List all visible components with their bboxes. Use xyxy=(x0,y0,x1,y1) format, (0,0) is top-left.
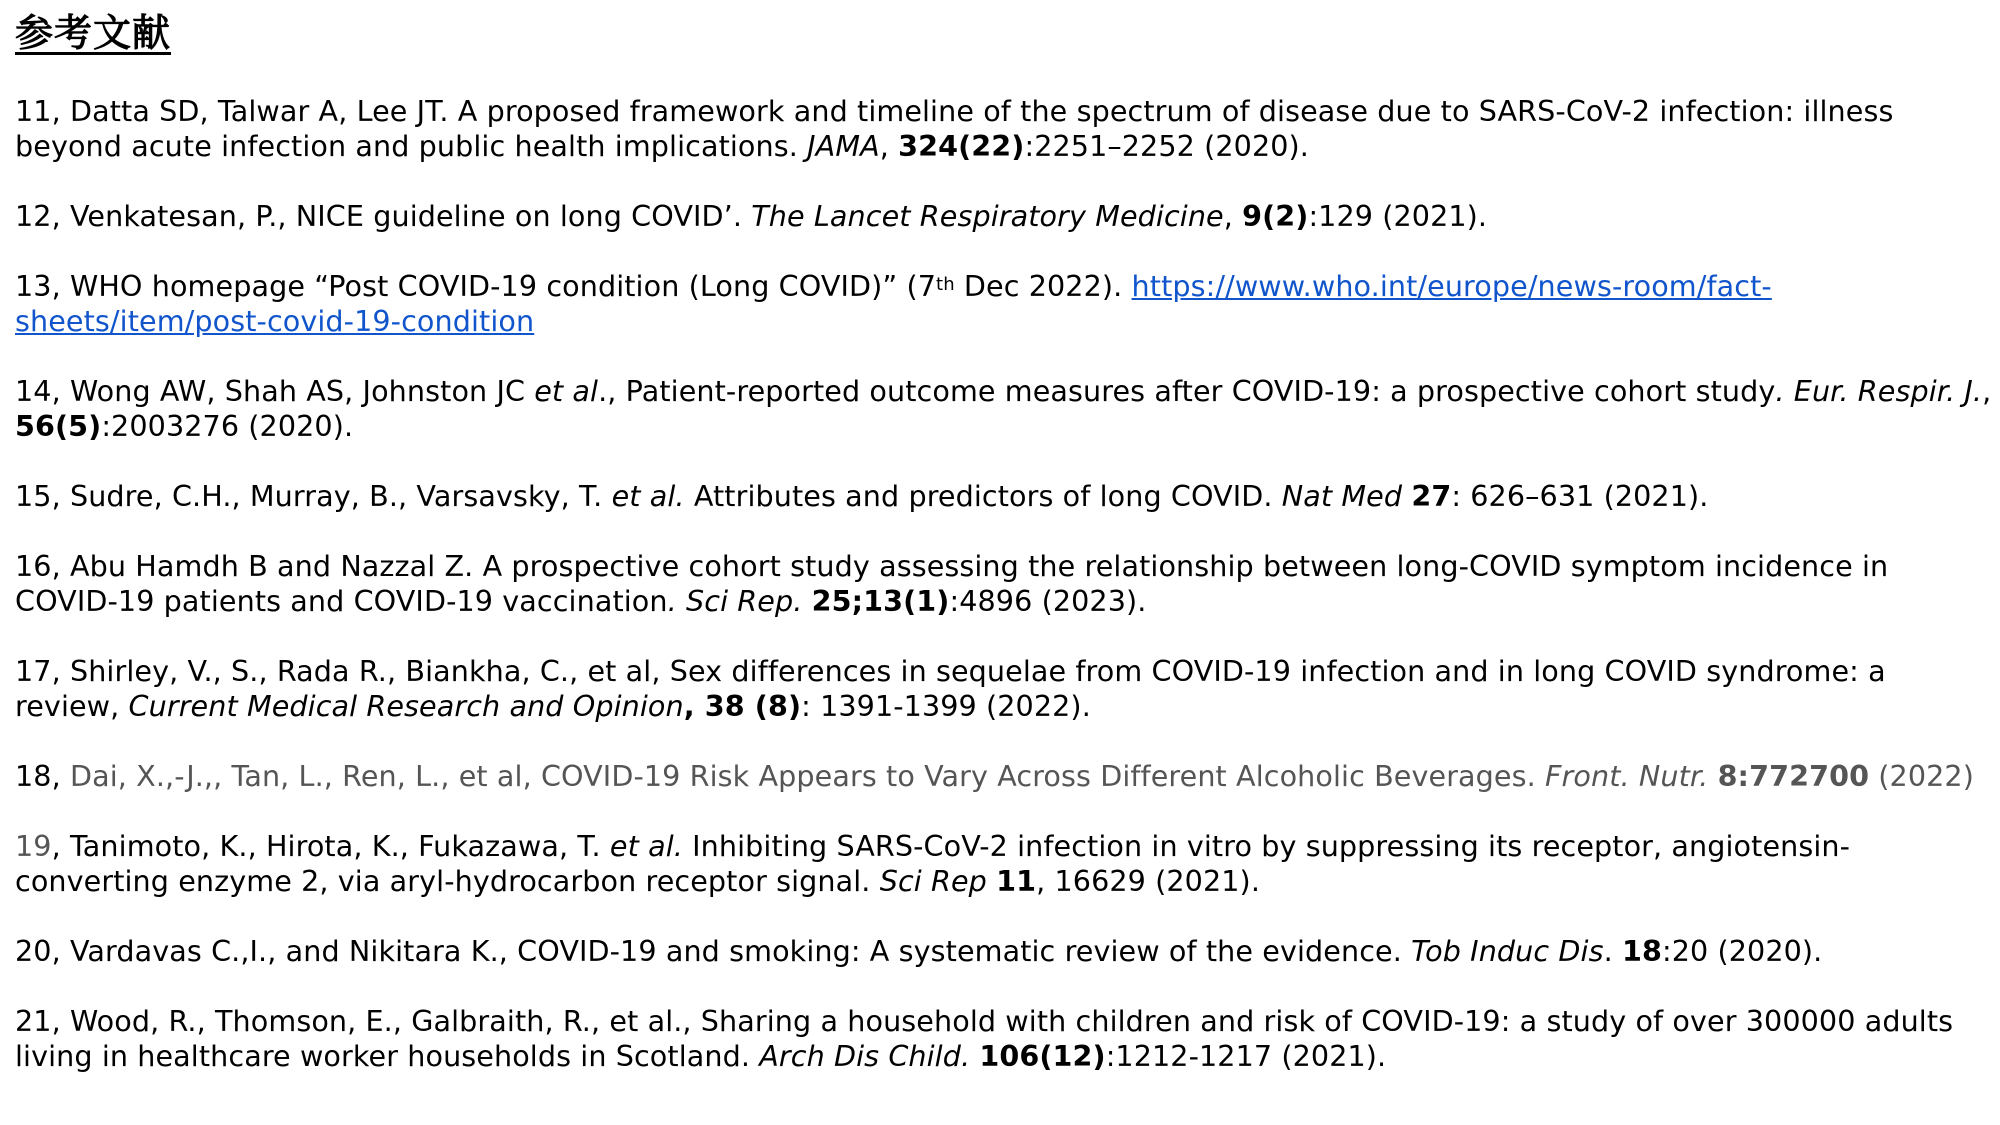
reference-text-segment: 11, Datta SD, Talwar A, Lee JT. A proposed framework and timeline of the spectrum of disease due to SARS-CoV-2 infection: illness beyond acute infection and public health implications. xyxy=(15,94,1894,163)
reference-text-segment: JAMA xyxy=(807,129,880,163)
reference-item-21 xyxy=(15,1004,1995,1074)
reference-text-segment: 18 xyxy=(1621,934,1662,968)
reference-text-segment: :20 (2020). xyxy=(1661,934,1823,968)
reference-text-segment: :2251–2252 (2020). xyxy=(1024,129,1309,163)
reference-text-segment: et al. xyxy=(611,479,685,513)
reference-text-segment: 15, Sudre, C.H., Murray, B., Varsavsky, T. xyxy=(15,479,612,513)
reference-text-segment: 106(12) xyxy=(979,1039,1106,1073)
reference-text-segment: :129 (2021). xyxy=(1308,199,1488,233)
reference-link[interactable]: https://www.who.int/europe/news-room/fact-sheets/item/post-covid-19-condition xyxy=(15,269,1772,338)
reference-text-segment: , 16629 (2021). xyxy=(1036,864,1261,898)
reference-text-segment: : 1391-1399 (2022). xyxy=(801,689,1091,723)
reference-text-segment: Nat Med xyxy=(1281,479,1403,513)
reference-text-segment: : 626–631 (2021). xyxy=(1451,479,1709,513)
reference-text-segment: , xyxy=(879,129,899,163)
document-page xyxy=(15,0,1995,1109)
reference-text-segment: 324(22) xyxy=(898,129,1025,163)
reference-text-segment: Inhibiting SARS-CoV-2 infection in vitro by suppressing its receptor, angiotensin-converting enzyme 2, via aryl-hydrocarbon receptor signal. xyxy=(15,829,1851,898)
reference-text-segment: 27 xyxy=(1411,479,1452,513)
reference-item-18 xyxy=(15,759,1995,794)
reference-text-segment xyxy=(1402,479,1411,513)
reference-item-14 xyxy=(15,374,1995,444)
reference-text-segment: Dec 2022). xyxy=(954,269,1132,303)
reference-text-segment: . xyxy=(1603,934,1622,968)
reference-text-segment: . Eur. Respir. J. xyxy=(1775,374,1983,408)
reference-text-segment: et al. xyxy=(609,829,683,863)
reference-text-segment: :4896 (2023). xyxy=(949,584,1147,618)
reference-text-segment: , xyxy=(1223,199,1243,233)
reference-text-segment: :2003276 (2020). xyxy=(101,409,354,443)
reference-text-segment: 9(2) xyxy=(1242,199,1309,233)
reference-text-segment xyxy=(1708,759,1717,793)
reference-text-segment: Front. Nutr. xyxy=(1545,759,1709,793)
reference-text-segment xyxy=(987,864,996,898)
reference-text-segment xyxy=(970,1039,979,1073)
reference-text-segment: 19 xyxy=(15,829,52,863)
reference-text-segment: , Tanimoto, K., Hirota, K., Fukazawa, T. xyxy=(51,829,610,863)
reference-text-segment: 16, Abu Hamdh B and Nazzal Z. A prospective cohort study assessing the relationship between long-COVID symptom incidence in COVID-19 patients and COVID-19 vaccination xyxy=(15,549,1889,618)
reference-text-segment: 18, xyxy=(15,759,70,793)
reference-text-segment xyxy=(802,584,811,618)
reference-text-segment: Current Medical Research and Opinion xyxy=(128,689,684,723)
reference-text-segment: (2022) xyxy=(1869,759,1974,793)
reference-text-segment: :1212-1217 (2021). xyxy=(1105,1039,1387,1073)
reference-text-segment: 14, Wong AW, Shah AS, Johnston JC xyxy=(15,374,535,408)
reference-text-segment: The Lancet Respiratory Medicine xyxy=(751,199,1224,233)
reference-text-segment: Arch Dis Child. xyxy=(759,1039,971,1073)
reference-item-12 xyxy=(15,199,1995,234)
reference-item-19 xyxy=(15,829,1995,899)
reference-text-segment: 13, WHO homepage “Post COVID-19 condition (Long COVID)” (7 xyxy=(15,269,937,303)
reference-list xyxy=(15,94,1995,1074)
reference-text-segment: Attributes and predictors of long COVID. xyxy=(684,479,1282,513)
reference-text-segment: 11 xyxy=(996,864,1037,898)
reference-item-20 xyxy=(15,934,1995,969)
reference-text-segment: , 38 (8) xyxy=(683,689,802,723)
reference-text-segment: ., Patient-reported outcome measures after COVID-19: a prospective cohort study xyxy=(598,374,1776,408)
reference-text-segment: Sci Rep xyxy=(879,864,987,898)
page-title: 参考文献 xyxy=(15,11,172,55)
reference-text-segment: 20, Vardavas C.,I., and Nikitara K., COVID-19 and smoking: A systematic review of the evidence. xyxy=(15,934,1412,968)
reference-text-segment: 21, Wood, R., Thomson, E., Galbraith, R., et al., Sharing a household with children and risk of COVID-19: a study of over 300000 adults living in healthcare worker households in Scotland. xyxy=(15,1004,1954,1073)
reference-text-segment: 12, Venkatesan, P., NICE guideline on long COVID’. xyxy=(15,199,752,233)
reference-text-segment: et al xyxy=(534,374,599,408)
reference-text-segment: Tob Induc Dis xyxy=(1411,934,1604,968)
reference-text-segment: Dai, X.,-J.,, Tan, L., Ren, L., et al, COVID-19 Risk Appears to Vary Across Different Alcoholic Beverages. xyxy=(69,759,1545,793)
reference-text-segment: 17, Shirley, V., S., Rada R., Biankha, C., et al, Sex differences in sequelae from COVID-19 infection and in long COVID syndrome: a review, xyxy=(15,654,1886,723)
reference-text-segment: 56(5) xyxy=(15,409,102,443)
superscript-text: th xyxy=(936,274,955,295)
reference-text-segment: 25;13(1) xyxy=(811,584,950,618)
reference-item-13 xyxy=(15,269,1995,339)
reference-text-segment: . Sci Rep. xyxy=(667,584,803,618)
reference-item-11 xyxy=(15,94,1995,164)
reference-text-segment: 8:772700 xyxy=(1717,759,1870,793)
reference-item-15 xyxy=(15,479,1995,514)
reference-item-16 xyxy=(15,549,1995,619)
reference-text-segment: , xyxy=(1982,374,1992,408)
reference-item-17 xyxy=(15,654,1995,724)
